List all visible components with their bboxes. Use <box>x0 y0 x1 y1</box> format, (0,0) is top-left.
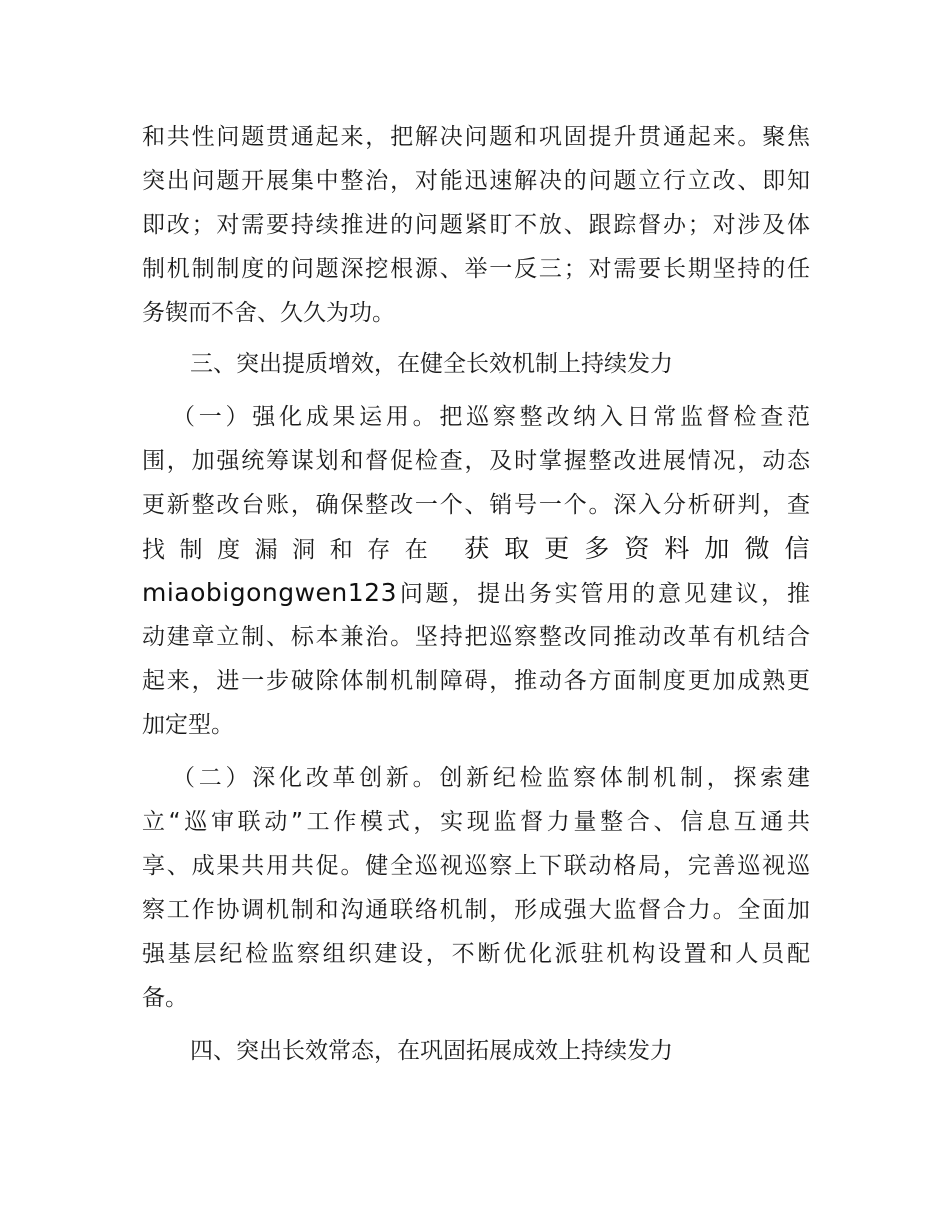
subsection-heading-line: （一）强化成果运用。把巡察整改纳入日常监督检查范 <box>172 404 810 430</box>
paragraph-line: 察工作协调机制和沟通联络机制，形成强大监督合力。全面加 <box>142 897 810 923</box>
paragraph-line: 围，加强统筹谋划和督促检查，及时掌握整改进展情况，动态 <box>142 448 810 474</box>
paragraph-line: 加定型。 <box>142 712 234 738</box>
paragraph-line-with-watermark <box>142 527 810 571</box>
paragraph-text: 问题，提出务实管用的意见建议，推 <box>397 581 810 607</box>
paragraph-line: 更新整改台账，确保整改一个、销号一个。深入分析研判，查 <box>142 492 810 518</box>
paragraph-line: 制机制制度的问题深挖根源、举一反三；对需要长期坚持的任 <box>142 256 810 282</box>
section-heading: 四、突出长效常态，在巩固拓展成效上持续发力 <box>190 1038 673 1064</box>
watermark-ad-id: miaobigongwen123 <box>142 578 397 607</box>
subsection-heading-line: （二）深化改革创新。创新纪检监察体制机制，探索建 <box>172 765 810 791</box>
paragraph-line: 动建章立制、标本兼治。坚持把巡察整改同推动改革有机结合 <box>142 624 810 650</box>
paragraph-text: 找制度漏洞和存在 <box>142 537 443 563</box>
watermark-ad-text: 获取更多资料加微信 <box>464 534 810 563</box>
section-heading: 三、突出提质增效，在健全长效机制上持续发力 <box>190 351 673 377</box>
paragraph-line: 即改；对需要持续推进的问题紧盯不放、跟踪督办；对涉及体 <box>142 212 810 238</box>
paragraph-line: 突出问题开展集中整治，对能迅速解决的问题立行立改、即知 <box>142 168 810 194</box>
paragraph-line: 起来，进一步破除体制机制障碍，推动各方面制度更加成熟更 <box>142 668 810 694</box>
paragraph-line-with-watermark <box>142 571 810 615</box>
paragraph-line: 强基层纪检监察组织建设，不断优化派驻机构设置和人员配 <box>142 941 810 967</box>
paragraph-line: 享、成果共用共促。健全巡视巡察上下联动格局，完善巡视巡 <box>142 853 810 879</box>
paragraph-line: 务锲而不舍、久久为功。 <box>142 300 395 326</box>
paragraph-line: 立“巡审联动”工作模式，实现监督力量整合、信息互通共 <box>142 809 810 835</box>
paragraph-line: 备。 <box>142 985 188 1011</box>
paragraph-line: 和共性问题贯通起来，把解决问题和巩固提升贯通起来。聚焦 <box>142 124 810 150</box>
